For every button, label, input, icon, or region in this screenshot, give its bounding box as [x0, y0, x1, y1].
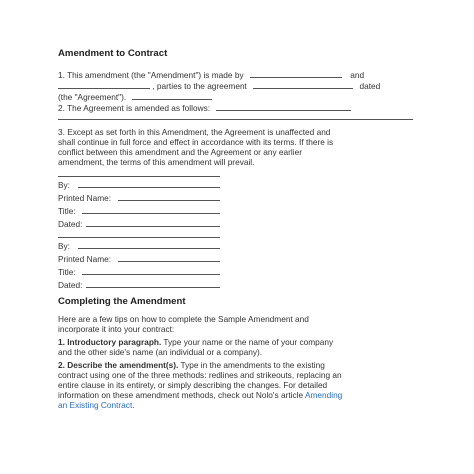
tip1-heading: 1. Introductory paragraph.: [58, 337, 162, 347]
intro-line2: incorporate it into your contract:: [58, 324, 175, 334]
document-page: [58, 0, 418, 474]
tip2-text: Type in the amendments to the existing: [178, 360, 325, 370]
sig2-printed-name-label: Printed Name:: [58, 254, 112, 264]
tip1-line2: and the other side's name (an individual or a company).: [58, 347, 263, 357]
sig2-title-blank[interactable]: [82, 274, 220, 275]
para1-line2: [58, 80, 380, 91]
tip2-period: .: [132, 400, 135, 410]
sig1-by-label: By:: [58, 180, 70, 190]
sig1-dated-blank[interactable]: [86, 226, 220, 227]
para1-and: and: [350, 70, 365, 80]
sig1-title-blank[interactable]: [82, 213, 220, 214]
para1-parties: , parties to the agreement: [152, 81, 247, 91]
amending-link-part1[interactable]: Amending: [304, 390, 343, 400]
para3-line4: amendment, the terms of this amendment will prevail.: [58, 157, 255, 167]
tip2-line1: [58, 360, 325, 370]
para1-line1: [58, 69, 364, 80]
tip2-line4: [58, 390, 342, 400]
date-blank[interactable]: [132, 91, 212, 100]
sig2-by-label: By:: [58, 241, 70, 251]
para1-text: 1. This amendment (the "Amendment") is made by: [58, 70, 244, 80]
sig1-title-label: Title:: [58, 206, 76, 216]
sig1-dated-label: Dated:: [58, 219, 83, 229]
para2-text: 2. The Agreement is amended as follows:: [58, 103, 211, 113]
amending-link-part2[interactable]: an Existing Contract: [58, 400, 133, 410]
tip2-line2: contract using one of the three methods: redlines and strikeouts, replacing an: [58, 370, 342, 380]
para3-line1: 3. Except as set forth in this Amendment, the Agreement is unaffected and: [58, 127, 331, 137]
para2-line: [58, 102, 351, 113]
amendment-blank[interactable]: [216, 102, 351, 111]
section-title-completing: Completing the Amendment: [58, 296, 186, 307]
sig2-dated-blank[interactable]: [86, 287, 220, 288]
sig1-printed-name-label: Printed Name:: [58, 193, 112, 203]
agreement-blank[interactable]: [253, 80, 353, 89]
party2-blank[interactable]: [58, 80, 150, 89]
para1-line3: [58, 91, 212, 102]
para3-line3: conflict between this amendment and the Agreement or any earlier: [58, 147, 302, 157]
tip2-line4-text: information on these amendment methods, check out Nolo's article: [58, 390, 305, 400]
sig2-by-blank[interactable]: [78, 248, 220, 249]
sig2-dated-label: Dated:: [58, 280, 83, 290]
document-title: Amendment to Contract: [58, 48, 168, 59]
para1-agreement-ref: (the "Agreement").: [58, 92, 127, 102]
para3-line2: shall continue in full force and effect in accordance with its terms. If there is: [58, 137, 334, 147]
signature-line-1[interactable]: [58, 176, 220, 177]
tip1-line1: [58, 337, 333, 347]
intro-line1: Here are a few tips on how to complete the Sample Amendment and: [58, 314, 309, 324]
amendment-line-2[interactable]: [58, 119, 413, 120]
signature-line-2[interactable]: [58, 237, 220, 238]
party1-blank[interactable]: [250, 69, 342, 78]
sig2-title-label: Title:: [58, 267, 76, 277]
tip2-line3: entire clause in its entirety, or simply describing the changes. For detailed: [58, 380, 328, 390]
sig1-by-blank[interactable]: [78, 187, 220, 188]
tip1-text: Type your name or the name of your company: [161, 337, 334, 347]
tip2-line5: [58, 400, 135, 410]
tip2-heading: 2. Describe the amendment(s).: [58, 360, 179, 370]
sig1-printed-name-blank[interactable]: [118, 200, 220, 201]
para1-dated: dated: [359, 81, 381, 91]
sig2-printed-name-blank[interactable]: [118, 261, 220, 262]
